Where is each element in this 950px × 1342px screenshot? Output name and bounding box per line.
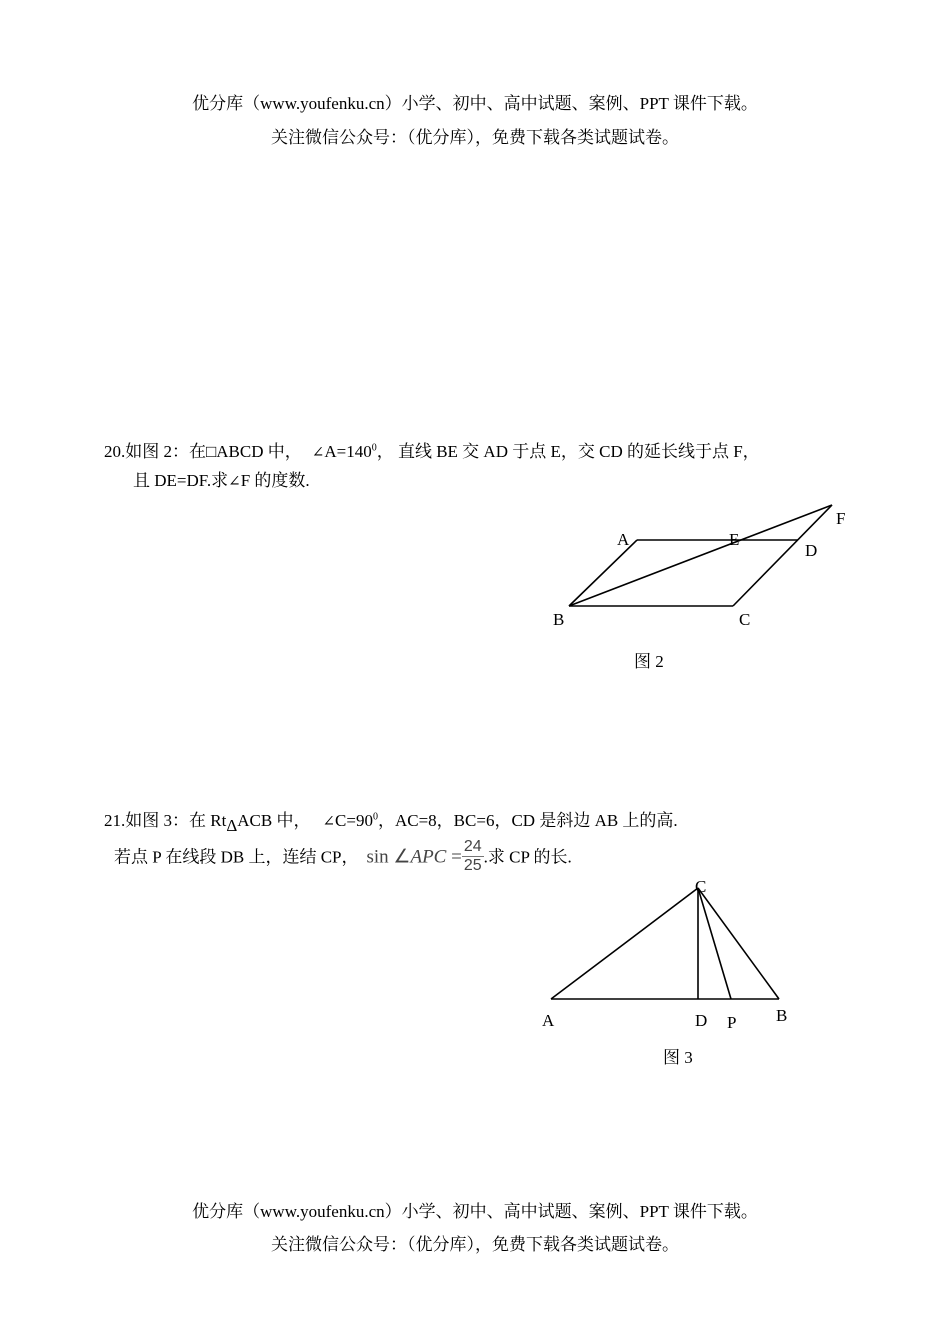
figure-3-right-triangle (520, 875, 820, 1075)
angle-symbol: ∠ (228, 474, 241, 490)
equals-sign: = (451, 846, 462, 868)
figure-2-parallelogram (540, 495, 860, 675)
q21-line2-prefix: 若点 P 在线段 DB 上，连结 CP， (114, 847, 359, 867)
sin-text: sin (366, 846, 389, 868)
angle-symbol: ∠ (311, 445, 325, 461)
q20-line2-rest: F 的度数. (240, 471, 310, 490)
q20-line-1 (104, 437, 760, 462)
label-E: E (729, 530, 740, 549)
angle-symbol: ∠ (393, 846, 411, 868)
q21-line2-rest: .求 CP 的长. (483, 847, 572, 867)
degree-sup: 0 (372, 811, 378, 823)
q21-acb: ACB 中， (237, 811, 311, 830)
segment-CP (698, 888, 731, 999)
label-D: D (805, 541, 818, 560)
label-B: B (776, 1006, 788, 1025)
label-F: F (836, 509, 846, 528)
footer-line-2: 关注微信公众号：（优分库），免费下载各类试题试卷。 (271, 1235, 679, 1254)
sin-variable: APC (410, 846, 447, 868)
label-A: A (617, 530, 630, 549)
label-C: C (739, 610, 751, 629)
degree-sup: 0 (371, 442, 377, 454)
q21-line-1 (104, 806, 678, 835)
q21-angle-c: C=90 (335, 811, 373, 830)
triangle-symbol: Δ (226, 816, 238, 835)
header-line-1: 优分库（www.youfenku.cn）小学、初中、高中试题、案例、PPT 课件下载。 (192, 94, 758, 113)
q21-line-2 (114, 838, 572, 875)
footer-line-1: 优分库（www.youfenku.cn）小学、初中、高中试题、案例、PPT 课件下载。 (192, 1202, 758, 1221)
q20-angle-a: A=140 (324, 442, 372, 461)
label-C: C (695, 877, 707, 896)
label-D: D (695, 1011, 708, 1030)
fraction (462, 838, 484, 875)
label-B: B (553, 610, 565, 629)
q20-line2-prefix: 且 DE=DF.求 (133, 471, 229, 490)
q21-rest: ，AC=8，BC=6，CD 是斜边 AB 上的高. (377, 811, 678, 830)
q21-prefix: 21.如图 3：在 Rt (104, 811, 227, 830)
q20-rest: ， 直线 BE 交 AD 于点 E，交 CD 的延长线于点 F， (376, 442, 760, 461)
header-line-2: 关注微信公众号：（优分库），免费下载各类试题试卷。 (271, 128, 679, 147)
fraction-numerator: 24 (463, 838, 482, 855)
figure-3-caption: 图 3 (663, 1048, 693, 1067)
sin-expression (366, 846, 461, 867)
segment-BF (569, 505, 832, 606)
segment-AB (569, 540, 637, 606)
segment-CB (698, 888, 779, 999)
q20-prefix: 20.如图 2：在□ABCD 中， (104, 442, 302, 461)
segment-AC (551, 888, 698, 999)
figure-2-caption: 图 2 (634, 652, 664, 671)
label-P: P (727, 1013, 737, 1032)
fraction-denominator: 25 (463, 857, 482, 874)
angle-symbol: ∠ (322, 814, 336, 830)
q20-line-2 (133, 466, 310, 491)
label-A: A (542, 1011, 555, 1030)
